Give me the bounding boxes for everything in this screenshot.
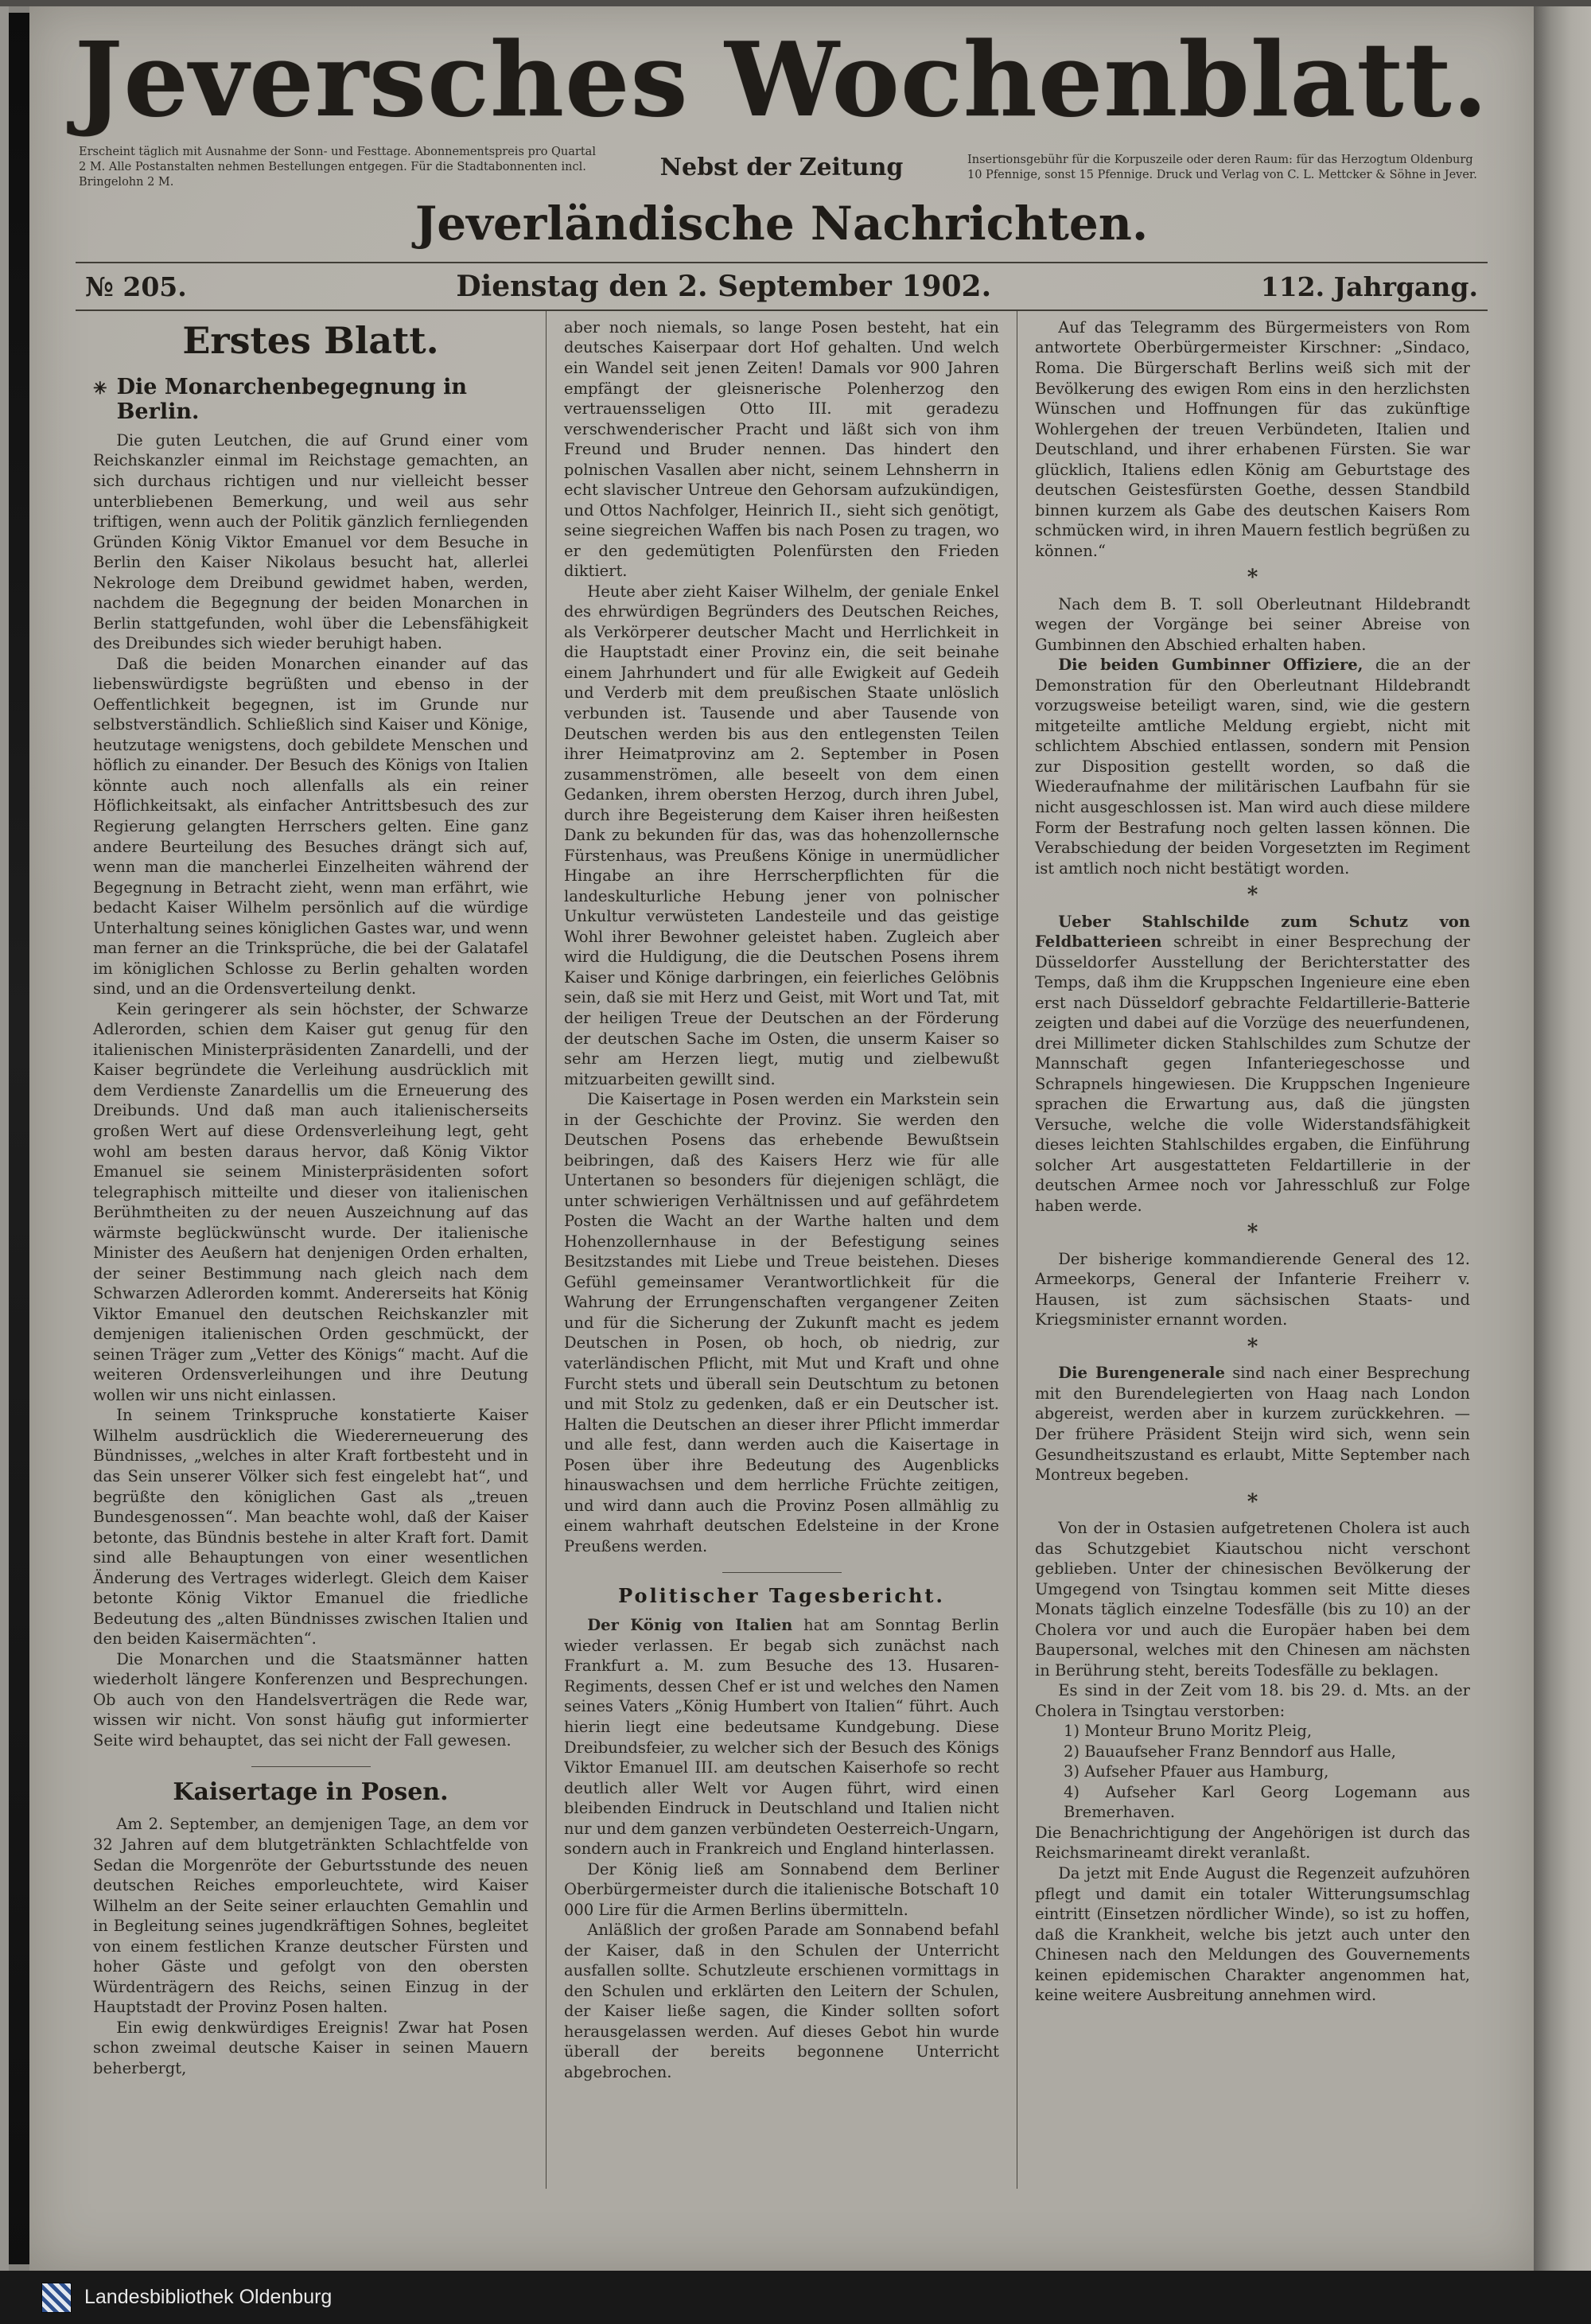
masthead [29, 6, 1534, 311]
paragraph: Die beiden Gumbinner Offiziere, die an der Demonstration für den Oberleutnant Hildebrandt vorzugsweise beteiligt waren, sind, wie die gestern mitgeteilte amtliche Meldung ergiebt, nicht mit schlichtem Abschied entlassen, sondern mit Pension zur Disposition gestellt worden, so daß die Wiederaufnahme der militärischen Laufbahn für sie nicht ausgeschlossen ist. Man wird auch diese mildere Form der Bestrafung noch gelten lassen können. Die Verabschiedung der beiden Vorgesetzten im Regiment ist amtlich noch nicht bestätigt worden. [1035, 656, 1471, 878]
article-heading [93, 375, 528, 424]
list-item: 3) Aufseher Pfauer aus Hamburg, [1064, 1762, 1329, 1781]
asterisk-icon: ✳ [93, 377, 107, 398]
section-separator-icon: * [1247, 1489, 1258, 1514]
subscription-info: Erscheint täglich mit Ausnahme der Sonn- und Festtage. Abonnementspreis pro Quartal 2 M. Alle Postanstalten nehmen Bestellungen entgegen. Für die Stadtabonnenten incl. Bringelohn 2 M. [79, 146, 596, 189]
section-separator-icon: * [1247, 566, 1258, 590]
paragraph: Die Kaisertage in Posen werden ein Markstein sein in der Geschichte der Provinz. Sie werden den Deutschen Posens das erhebende Bewußtsein beibringen, daß des Kaisers Herz wie für alle Untertanen so besonders für diejenigen schlägt, die unter schwierigen Verhältnissen und auf gefährdetem Posten die Wacht an der Warthe halten und dem Hohenzollernhause in der Befestigung seines Besitzstandes mit Liebe und Treue beistehen. Dieses Gefühl gemeinsamer Verantwortlichkeit für die Wahrung der Errungenschaften vergangener Zeiten und für die Sicherung der Zukunft macht es jedem Deutschen in Posen, ob hoch, ob niedrig, zur vaterländischen Pflicht, mit Mut und Kraft und ohne Furcht stets und überall sein Deutschtum zu betonen und mit Stolz zu gedenken, daß er ein Deutscher ist. Halten die Deutschen an dieser ihrer Pflicht immerdar und alle fest, dann werden auch die Kaisertage in Posen über ihre Bedeutung des Augenblicks hinauswachsen und dem herrliche Früchte zeitigen, und wird dann auch die Provinz Posen allmählig zu einem wahrhaft deutschen Edelsteine in der Krone Preußens werden. [564, 1090, 999, 1555]
paragraph: Die Burengenerale sind nach einer Besprechung mit den Burendelegierten von Haag nach London abgereist, werden aber in kurzem zurückkehren. — Der frühere Präsident Steijn wird sich, wenn sein Gesundheitszustand es erlaubt, Mitte September nach Montreux begeben. [1035, 1364, 1470, 1485]
list-item: 2) Bauaufseher Franz Benndorf aus Halle, [1064, 1742, 1396, 1761]
paragraph: Die Benachrichtigung der Angehörigen ist durch das Reichsmarineamt direkt veranlaßt. [1035, 1823, 1470, 1863]
insertion-fee-info: Insertionsgebühr für die Korpuszeile oder deren Raum: für das Herzogtum Oldenburg 10 Pfennige, sonst 15 Pfennige. Druck und Verlag von C. L. Mettcker & Söhne in Jever. [967, 153, 1477, 181]
library-footer-bar [0, 2271, 1591, 2324]
paragraph: Heute aber zieht Kaiser Wilhelm, der geniale Enkel des ehrwürdigen Begründers des Deutschen Reiches, als Verkörperer deutscher Macht und Herrlichkeit in die Hauptstadt einer Provinz ein, die seit beinahe einem Jahrhundert und für alle Ewigkeit auf Gedeih und Verderb mit dem preußischen Staate unlöslich verbunden ist. Tausende und aber Tausende von Deutschen werden bis aus den entlegensten Teilen ihrer Heimatprovinz am 2. September in Posen zusammenströmen, alle beseelt von dem einen Gedanken, ihrem obersten Herzog, durch ihren Jubel, durch ihre Begeisterung dem Kaiser ihren heißesten Dank zu bekunden für das, was das hohenzollernsche Fürstenhaus, was Preußens Könige in unermüdlicher Hingabe an ihre Herrscherpflichten für die landeskulturliche Hebung jener von polnischer Unkultur verwüsteten Landesteile und das geistige Wohl ihrer Bewohner geleistet haben. Zugleich aber wird die Huldigung, die die Deutschen Posens ihrem Kaiser und Könige darbringen, ein feierliches Gelöbnis sein, daß sie mit Herz und Geist, mit Wort und Tat, mit der heiligen Treue der Deutschen an der Förderung der deutschen Sache im Osten, die unserm Kaiser so sehr am Herzen liegt, mutig und zielbewußt mitzuarbeiten gewillt sind. [564, 582, 999, 1088]
list-item: 1) Monteur Bruno Moritz Pleig, [1064, 1722, 1313, 1741]
newspaper-page [29, 6, 1534, 2271]
section-separator-icon: * [1247, 883, 1258, 908]
scan-left-gutter [0, 6, 9, 2271]
scan-top-edge [0, 0, 1591, 6]
article-columns [76, 311, 1488, 2189]
paragraph-lead: Die Burengenerale [1058, 1364, 1225, 1383]
paragraph: Anläßlich der großen Parade am Sonnabend befahl der Kaiser, daß in den Schulen der Unterricht ausfallen sollte. Schutzleute erschienen vormittags in den Schulen und erklärten den Leitern der Schulen, der Kaiser ließe sagen, die Kinder sollten sofort herausgelassen werden. Auf dieses Gebot hin wurde überall der bereits begonnene Unterricht abgebrochen. [564, 1921, 999, 2082]
paragraph: Der König ließ am Sonnabend dem Berliner Oberbürgermeister durch die italienische Botschaft 10 000 Lire für die Armen Berlins übermitteln. [564, 1859, 999, 1919]
section-separator-icon: * [1247, 1220, 1258, 1245]
paragraph: Die Monarchen und die Staatsmänner hatten wiederholt längere Konferenzen und Besprechungen. Ob auch von den Handelsverträgen die Rede war, wissen wir nicht. Von sonst häufig gut informierter Seite wird behauptet, das sei nicht der Fall gewesen. [93, 1649, 528, 1750]
column-3 [1017, 311, 1488, 2189]
volume-number: 112. Jahrgang. [1260, 271, 1478, 302]
paragraph: Der bisherige kommandierende General des 12. Armeekorps, General der Infanterie Freiherr v. Hausen, ist zum sächsischen Staats- und Kriegsminister ernannt worden. [1035, 1249, 1470, 1329]
binding-strip [9, 13, 29, 2264]
paragraph: Kein geringerer als sein höchster, der Schwarze Adlerorden, schien dem Kaiser gut genug für den italienischen Ministerpräsidenten Zanardelli, und der Kaiser begründete die Verleihung ausdrücklich mit dem Verdienste Zanardellis um die Erneuerung des Dreibunds. Und daß man auch italienischerseits großen Wert auf diese Ordensverleihung legt, geht wohl am besten daraus hervor, daß König Viktor Emanuel sie seinem Ministerpräsidenten sofort telegraphisch mitteilte und dieser von italienischen Berühmtheiten zu der neuen Auszeichnung auf das wärmste beglückwünscht wurde. Der italienische Minister des Aeußern hat denjenigen Orden erhalten, der seiner Bestimmung nach gleich nach dem Schwarzen Adlerorden kommt. Andererseits hat König Viktor Emanuel den deutschen Reichskanzler mit demjenigen italienischen Orden geschmückt, der seinen Träger zum „Vetter des Königs“ macht. Auf die weiteren Ordensverleihungen und ihre Deutung wollen wir uns nicht einlassen. [93, 999, 528, 1404]
section-heading [93, 1766, 528, 1806]
paragraph: Ueber Stahlschilde zum Schutz von Feldbatterieen schreibt in einer Besprechung der Düsseldorfer Ausstellung der Berichterstatter des Temps, daß ihm die Kruppschen Ingenieure eine eben erst nach Düsseldorf gebrachte Feldartillerie-Batterie zeigten und dabei auf die Vorzüge des neuerfundenen, drei Millimeter dicken Stahlschildes zum Schutze der Mannschaft gegen Infanteriegeschosse und Schrapnels hingewiesen. Die Kruppschen Ingenieure sprachen die Erwartung aus, daß die jüngsten Versuche, welche die volle Widerstandsfähigkeit dieses leichten Stahlschildes ergaben, die Einführung solcher Art ausgestatteten Feldartillerie in der deutschen Armee noch vor Jahresschluß zur Folge haben werde. [1035, 912, 1470, 1215]
column-main-heading: Erstes Blatt. [182, 318, 439, 362]
article-heading-text: Die Monarchenbegegnung in Berlin. [116, 374, 468, 424]
paragraph: Die guten Leutchen, die auf Grund einer vom Reichskanzler einmal im Reichstage gemachten, an sich durchaus richtigen und nur vielleicht besser unterbliebenen Bemerkung, und weil aus sehr triftigen, wenn auch der Politik gänzlich fernliegenden Gründen König Viktor Emanuel vor dem Besuche in Berlin den Kaiser Nikolaus besucht hat, allerlei Nekrologe dem Dreibund gewidmet haben, werden, nachdem die Begegnung der beiden Monarchen in Berlin stattgefunden, wohl über die Lebensfähigkeit des Dreibundes sich wieder beruhigt haben. [93, 430, 528, 653]
newspaper-title: Jeversches Wochenblatt. [74, 21, 1489, 140]
paragraph: Da jetzt mit Ende August die Regenzeit aufzuhören pflegt und damit ein totaler Witterungsumschlag eintritt (Einsetzen nördlicher Winde), so ist zu hoffen, daß die Krankheit, welche bis jetzt auch unter den Chinesen nach den Meldungen des Gouvernements keinen epidemischen Charakter angenommen hat, keine weitere Ausbreitung annehmen wird. [1035, 1864, 1470, 2005]
paragraph: Am 2. September, an demjenigen Tage, an dem vor 32 Jahren auf dem blutgetränkten Schlachtfelde von Sedan die Morgenröte der Geburtsstunde des neuen deutschen Reiches emporleuchtete, wird Kaiser Wilhelm an der Seite seiner erlauchten Gemahlin und in Begleitung seines jugendkräftigen Sohnes, begleitet von einem festlichen Kranze deutscher Fürsten und hoher Gäste und gefolgt von den obersten Würdenträgern des Reichs, seinen Einzug in der Hauptstadt der Provinz Posen halten. [93, 1815, 528, 2017]
issue-number: № 205. [85, 271, 187, 302]
paragraph: Auf das Telegramm des Bürgermeisters von Rom antwortete Oberbürgermeister Kirschner: „Sindaco, Roma. Die Bürgerschaft Berlins weiß sich mit der Bevölkerung des ewigen Rom eins in den herzlichsten Wünschen und Hoffnungen für das zukünftige Wohlergehen der treuen Verbündeten, Italien und Deutschland, und ihrer erhabenen Fürsten. Sie war glücklich, Italiens edlen König am Geburtstage des deutschen Geistesfürsten Goethe, dessen Standbild binnen kurzem als Gabe des deutschen Kaisers Rom schmücken wird, in ihren Mauern festlich begrüßen zu können.“ [1035, 317, 1470, 560]
section-heading-text: Kaisertage in Posen. [173, 1778, 449, 1807]
column-1 [76, 311, 546, 2189]
issue-date: Dienstag den 2. September 1902. [456, 269, 992, 303]
masthead-center-note: Nebst der Zeitung [659, 154, 904, 182]
library-name: Landesbibliothek Oldenburg [84, 2286, 333, 2308]
paragraph: Der König von Italien hat am Sonntag Berlin wieder verlassen. Er begab sich zunächst nach Frankfurt a. M. zum Besuche des 13. Husaren-Regiments, dessen Chef er ist und welches den Namen seines Vaters „König Humbert von Italien“ führt. Auch hierin liegt eine bedeutsame Kundgebung. Diese Dreibundsfeier, zu welcher sich der Besuch des Königs Viktor Emanuel III. am deutschen Kaiserhofe so recht deutlich aller Welt vor Augen führt, wird einen bleibenden Eindruck in Deutschland und Italien nicht nur und dem ganzen verbündeten Oesterreich-Ungarn, sondern auch in Frankreich und England hinterlassen. [564, 1616, 999, 1859]
paragraph: Ein ewig denkwürdiges Ereignis! Zwar hat Posen schon zweimal deutsche Kaiser in seinen Mauern beherbergt, [93, 2018, 528, 2077]
paragraph: Nach dem B. T. soll Oberleutnant Hildebrandt wegen der Vorgänge bei seiner Abreise von Gumbinnen den Abschied erhalten haben. [1035, 594, 1470, 654]
section-separator-icon: * [1247, 1335, 1258, 1359]
masthead-info-row [29, 145, 1534, 190]
paragraph-lead: Ueber Stahlschilde zum Schutz von Feldbatterieen [1035, 912, 1470, 952]
newspaper-subtitle: Jeverländische Nachrichten. [414, 196, 1149, 251]
paragraph: Von der in Ostasien aufgetretenen Cholera ist auch das Schutzgebiet Kiautschou nicht verschont geblieben. Unter der chinesischen Bevölkerung der Umgegend von Tsingtau kommen seit Mitte dieses Monats täglich einzelne Todesfälle (bis zu 10) an der Cholera vor und auch die Europäer haben bei dem Baupersonal, welches mit den Chinesen am nächsten in Berührung steht, bereits Todesfälle zu beklagen. [1035, 1518, 1470, 1680]
column-2 [546, 311, 1017, 2189]
paragraph: In seinem Trinkspruche konstatierte Kaiser Wilhelm ausdrücklich die Wiedererneuerung des Bündnisses, „welches in alter Kraft fortbesteht und in das Sein unserer Völker sich fest eingelebt hat“, und begrüßte den königlichen Gast als „treuen Bundesgenossen“. Man beachte wohl, daß der Kaiser betonte, das Bündnis bestehe in alter Kraft fort. Damit sind alle Behauptungen von einer wesentlichen Änderung des Vertrages widerlegt. Gleich dem Kaiser betonte König Viktor Emanuel die friedliche Bedeutung des „alten Bündnisses zwischen Italien und den beiden Kaisermächten“. [93, 1406, 528, 1649]
library-logo-icon [41, 2283, 72, 2313]
heading-rule [251, 1766, 371, 1767]
paragraph-lead: Die beiden Gumbinner Offiziere, [1058, 656, 1363, 675]
scan-right-page-edge [1534, 6, 1591, 2271]
paragraph: Es sind in der Zeit vom 18. bis 29. d. Mts. an der Cholera in Tsingtau verstorben: [1035, 1681, 1470, 1720]
section-heading [564, 1572, 999, 1607]
dateline [29, 263, 1534, 309]
list-item: 4) Aufseher Karl Georg Logemann aus Bremerhaven. [1064, 1782, 1470, 1822]
paragraph: aber noch niemals, so lange Posen besteht, hat ein deutsches Kaiserpaar dort Hof gehalten. Und welch ein Wandel seit jenen Zeiten! Damals vor 900 Jahren empfängt der gleisnerische Polenherzog den vertrauensseligen Otto III. mit geradezu verschwenderischer Pracht und läßt sich von ihm Freund und Bruder nennen. Das hindert den polnischen Vasallen aber nicht, seinem Lehnsherrn in echt slavischer Untreue den Gehorsam aufzukündigen, und Ottos Nachfolger, Heinrich II., sieht sich genötigt, seine siegreichen Waffen bis nach Posen zu tragen, wo er den gedemütigten Polenfürsten den Frieden diktiert. [564, 317, 999, 581]
heading-rule [722, 1572, 842, 1573]
paragraph-lead: Der König von Italien [587, 1616, 793, 1635]
paragraph: Daß die beiden Monarchen einander auf das liebenswürdigste begrüßten und ebenso in der Oeffentlichkeit begegnen, ist im Grunde nur selbstverständlich. Schließlich sind Kaiser und Könige, heutzutage wenigstens, doch gebildete Menschen und höflich zu einander. Der Besuch des Königs von Italien könnte auch noch allenfalls als ein reiner Höflichkeitsakt, als einfacher Antrittsbesuch des zur Regierung gelangten Herrschers gelten. Eine ganz andere Beurteilung des Besuches drängt sich auf, wenn man die mancherlei Einzelheiten während der Begegnung in Betracht zieht, wenn man erfährt, wie bedacht Kaiser Wilhelm persönlich auf die würdige Unterhaltung seines königlichen Gastes war, und wenn man ferner an die Trinksprüche, die bei der Galatafel im königlichen Schlosse zu Berlin gehalten worden sind, und an die Ordensverteilung denkt. [93, 654, 528, 999]
section-heading-text: Politischer Tagesbericht. [618, 1584, 945, 1608]
